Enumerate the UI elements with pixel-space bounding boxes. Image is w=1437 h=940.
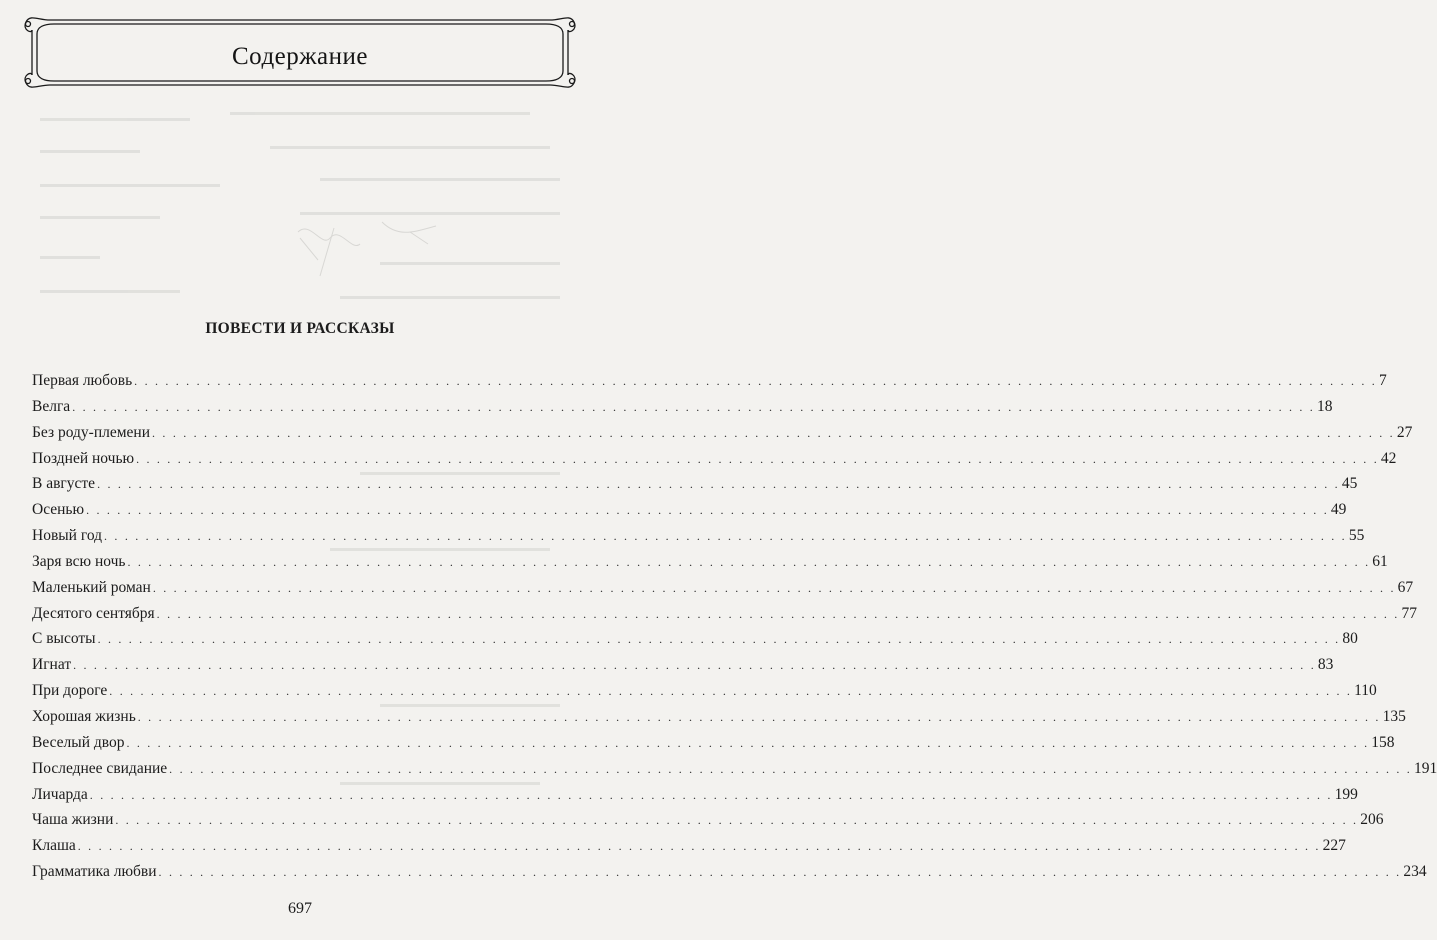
toc-entry[interactable] <box>32 552 1388 579</box>
toc-dot-leader: . . . . . . . . . . . . . . . . . . . . . . . . . . . . . . . . . . . . . . . . . . . . . . . . . . . . . . . . . . . . . . . . . . . . . . . . . . . . . . . . . . . . . . . . . . . . . . . . . . . . . . . . . . . . . . . . . . . . . . . . <box>104 529 1347 544</box>
toc-entry-page: 55 <box>1348 527 1365 545</box>
toc-entry-title: Десятого сентября <box>32 604 155 622</box>
toc-entry-title: Веселый двор <box>32 733 125 751</box>
toc-entry-page: 83 <box>1317 656 1334 674</box>
toc-entry-page: 61 <box>1372 552 1388 570</box>
toc-dot-leader: . . . . . . . . . . . . . . . . . . . . . . . . . . . . . . . . . . . . . . . . . . . . . . . . . . . . . . . . . . . . . . . . . . . . . . . . . . . . . . . . . . . . . . . . . . . . . . . . . . . . . . . . . . . . . . . . . . . . . . . . <box>127 554 1371 569</box>
toc-dot-leader: . . . . . . . . . . . . . . . . . . . . . . . . . . . . . . . . . . . . . . . . . . . . . . . . . . . . . . . . . . . . . . . . . . . . . . . . . . . . . . . . . . . . . . . . . . . . . . . . . . . . . . . . . . . . . . . . . . . . . . . . <box>115 813 1359 828</box>
toc-dot-leader: . . . . . . . . . . . . . . . . . . . . . . . . . . . . . . . . . . . . . . . . . . . . . . . . . . . . . . . . . . . . . . . . . . . . . . . . . . . . . . . . . . . . . . . . . . . . . . . . . . . . . . . . . . . . . . . . . . . . . . . . <box>72 399 1316 414</box>
toc-dot-leader: . . . . . . . . . . . . . . . . . . . . . . . . . . . . . . . . . . . . . . . . . . . . . . . . . . . . . . . . . . . . . . . . . . . . . . . . . . . . . . . . . . . . . . . . . . . . . . . . . . . . . . . . . . . . . . . . . . . . . . . . <box>152 425 1395 440</box>
toc-entry[interactable] <box>32 863 1427 889</box>
toc-dot-leader: . . . . . . . . . . . . . . . . . . . . . . . . . . . . . . . . . . . . . . . . . . . . . . . . . . . . . . . . . . . . . . . . . . . . . . . . . . . . . . . . . . . . . . . . . . . . . . . . . . . . . . . . . . . . . . . . . . . . . . . . <box>134 374 1377 388</box>
toc-entry[interactable] <box>32 837 1346 863</box>
toc-entry-page: 7 <box>1378 372 1387 389</box>
toc-entry[interactable] <box>32 578 1414 605</box>
toc-entry-title: В августе <box>32 475 96 493</box>
page-number: 697 <box>288 900 312 917</box>
toc-entry[interactable] <box>32 759 1437 786</box>
toc-entry-title: Чаша жизни <box>32 811 114 829</box>
toc-entry[interactable] <box>32 527 1365 553</box>
toc-entry[interactable] <box>32 811 1384 837</box>
toc-entry-page: 110 <box>1354 682 1377 700</box>
toc-entry-page: 42 <box>1380 449 1397 467</box>
page-title: Содержание <box>232 43 368 70</box>
toc-entry[interactable] <box>32 656 1334 682</box>
toc-entry[interactable] <box>32 475 1358 501</box>
toc-dot-leader: . . . . . . . . . . . . . . . . . . . . . . . . . . . . . . . . . . . . . . . . . . . . . . . . . . . . . . . . . . . . . . . . . . . . . . . . . . . . . . . . . . . . . . . . . . . . . . . . . . . . . . . . . . . . . . . . . . . . . . . . <box>158 865 1402 880</box>
toc-dot-leader: . . . . . . . . . . . . . . . . . . . . . . . . . . . . . . . . . . . . . . . . . . . . . . . . . . . . . . . . . . . . . . . . . . . . . . . . . . . . . . . . . . . . . . . . . . . . . . . . . . . . . . . . . . . . . . . . . . . . . . . . <box>97 477 1340 492</box>
toc-dot-leader: . . . . . . . . . . . . . . . . . . . . . . . . . . . . . . . . . . . . . . . . . . . . . . . . . . . . . . . . . . . . . . . . . . . . . . . . . . . . . . . . . . . . . . . . . . . . . . . . . . . . . . . . . . . . . . . . . . . . . . . . <box>152 580 1396 595</box>
toc-entry-page: 18 <box>1317 397 1333 415</box>
toc-dot-leader: . . . . . . . . . . . . . . . . . . . . . . . . . . . . . . . . . . . . . . . . . . . . . . . . . . . . . . . . . . . . . . . . . . . . . . . . . . . . . . . . . . . . . . . . . . . . . . . . . . . . . . . . . . . . . . . . . . . . . . . . <box>77 839 1321 854</box>
toc-dot-leader: . . . . . . . . . . . . . . . . . . . . . . . . . . . . . . . . . . . . . . . . . . . . . . . . . . . . . . . . . . . . . . . . . . . . . . . . . . . . . . . . . . . . . . . . . . . . . . . . . . . . . . . . . . . . . . . . . . . . . . . . <box>156 606 1400 621</box>
toc-entry[interactable] <box>32 501 1347 527</box>
toc-entry[interactable] <box>32 630 1358 656</box>
toc-entry[interactable] <box>32 604 1417 631</box>
toc-dot-leader: . . . . . . . . . . . . . . . . . . . . . . . . . . . . . . . . . . . . . . . . . . . . . . . . . . . . . . . . . . . . . . . . . . . . . . . . . . . . . . . . . . . . . . . . . . . . . . . . . . . . . . . . . . . . . . . . . . . . . . . . <box>89 787 1333 802</box>
toc-dot-leader: . . . . . . . . . . . . . . . . . . . . . . . . . . . . . . . . . . . . . . . . . . . . . . . . . . . . . . . . . . . . . . . . . . . . . . . . . . . . . . . . . . . . . . . . . . . . . . . . . . . . . . . . . . . . . . . . . . . . . . . . <box>73 658 1316 673</box>
toc-entry-page: 199 <box>1334 785 1358 803</box>
toc-entry-page: 158 <box>1371 733 1395 751</box>
toc-entry-title: Грамматика любви <box>32 863 157 881</box>
toc-entry-title: При дороге <box>32 682 108 700</box>
toc-entry-page: 27 <box>1396 423 1413 441</box>
toc-entry-title: Первая любовь <box>32 372 133 389</box>
toc-entry-page: 206 <box>1360 811 1384 829</box>
toc-entry[interactable] <box>32 682 1377 708</box>
toc-entry-title: Велга <box>32 397 71 415</box>
table-of-contents <box>32 372 1437 889</box>
toc-entry[interactable] <box>32 397 1333 424</box>
toc-entry-title: Игнат <box>32 656 72 674</box>
toc-dot-leader: . . . . . . . . . . . . . . . . . . . . . . . . . . . . . . . . . . . . . . . . . . . . . . . . . . . . . . . . . . . . . . . . . . . . . . . . . . . . . . . . . . . . . . . . . . . . . . . . . . . . . . . . . . . . . . . . . . . . . . . . <box>137 709 1381 724</box>
toc-entry-page: 77 <box>1401 604 1417 622</box>
toc-entry-title: Последнее свидание <box>32 759 168 777</box>
toc-entry-page: 135 <box>1382 707 1406 725</box>
toc-entry[interactable] <box>32 449 1397 476</box>
toc-entry[interactable] <box>32 733 1395 760</box>
toc-entry-page: 234 <box>1403 863 1427 881</box>
toc-entry-title: Осенью <box>32 501 85 519</box>
toc-entry-page: 80 <box>1342 630 1358 648</box>
toc-entry[interactable] <box>32 423 1413 450</box>
toc-entry-title: Заря всю ночь <box>32 552 126 570</box>
toc-entry[interactable] <box>32 372 1387 398</box>
toc-entry-title: С высоты <box>32 630 96 648</box>
toc-dot-leader: . . . . . . . . . . . . . . . . . . . . . . . . . . . . . . . . . . . . . . . . . . . . . . . . . . . . . . . . . . . . . . . . . . . . . . . . . . . . . . . . . . . . . . . . . . . . . . . . . . . . . . . . . . . . . . . . . . . . . . . . <box>136 451 1379 466</box>
toc-entry-page: 67 <box>1397 578 1414 596</box>
toc-entry-title: Клаша <box>32 837 76 855</box>
toc-entry[interactable] <box>32 785 1358 812</box>
toc-dot-leader: . . . . . . . . . . . . . . . . . . . . . . . . . . . . . . . . . . . . . . . . . . . . . . . . . . . . . . . . . . . . . . . . . . . . . . . . . . . . . . . . . . . . . . . . . . . . . . . . . . . . . . . . . . . . . . . . . . . . . . . . <box>109 684 1353 699</box>
toc-entry-page: 49 <box>1330 501 1347 519</box>
toc-entry-title: Поздней ночью <box>32 449 135 467</box>
toc-entry-title: Новый год <box>32 527 103 545</box>
toc-entry-title: Личарда <box>32 785 88 803</box>
toc-entry[interactable] <box>32 707 1406 734</box>
toc-entry-page: 45 <box>1341 475 1358 493</box>
section-heading: ПОВЕСТИ И РАССКАЗЫ <box>205 320 395 337</box>
toc-entry-page: 227 <box>1322 837 1346 855</box>
toc-dot-leader: . . . . . . . . . . . . . . . . . . . . . . . . . . . . . . . . . . . . . . . . . . . . . . . . . . . . . . . . . . . . . . . . . . . . . . . . . . . . . . . . . . . . . . . . . . . . . . . . . . . . . . . . . . . . . . . . . . . . . . . . <box>86 503 1329 518</box>
toc-dot-leader: . . . . . . . . . . . . . . . . . . . . . . . . . . . . . . . . . . . . . . . . . . . . . . . . . . . . . . . . . . . . . . . . . . . . . . . . . . . . . . . . . . . . . . . . . . . . . . . . . . . . . . . . . . . . . . . . . . . . . . . . <box>97 632 1341 647</box>
toc-dot-leader: . . . . . . . . . . . . . . . . . . . . . . . . . . . . . . . . . . . . . . . . . . . . . . . . . . . . . . . . . . . . . . . . . . . . . . . . . . . . . . . . . . . . . . . . . . . . . . . . . . . . . . . . . . . . . . . . . . . . . . . . <box>126 735 1370 750</box>
toc-dot-leader: . . . . . . . . . . . . . . . . . . . . . . . . . . . . . . . . . . . . . . . . . . . . . . . . . . . . . . . . . . . . . . . . . . . . . . . . . . . . . . . . . . . . . . . . . . . . . . . . . . . . . . . . . . . . . . . . . . . . . . . . <box>169 761 1412 776</box>
toc-entry-title: Маленький роман <box>32 578 151 596</box>
toc-entry-title: Хорошая жизнь <box>32 707 136 725</box>
toc-entry-page: 191 <box>1413 759 1437 777</box>
toc-entry-title: Без роду-племени <box>32 423 151 441</box>
